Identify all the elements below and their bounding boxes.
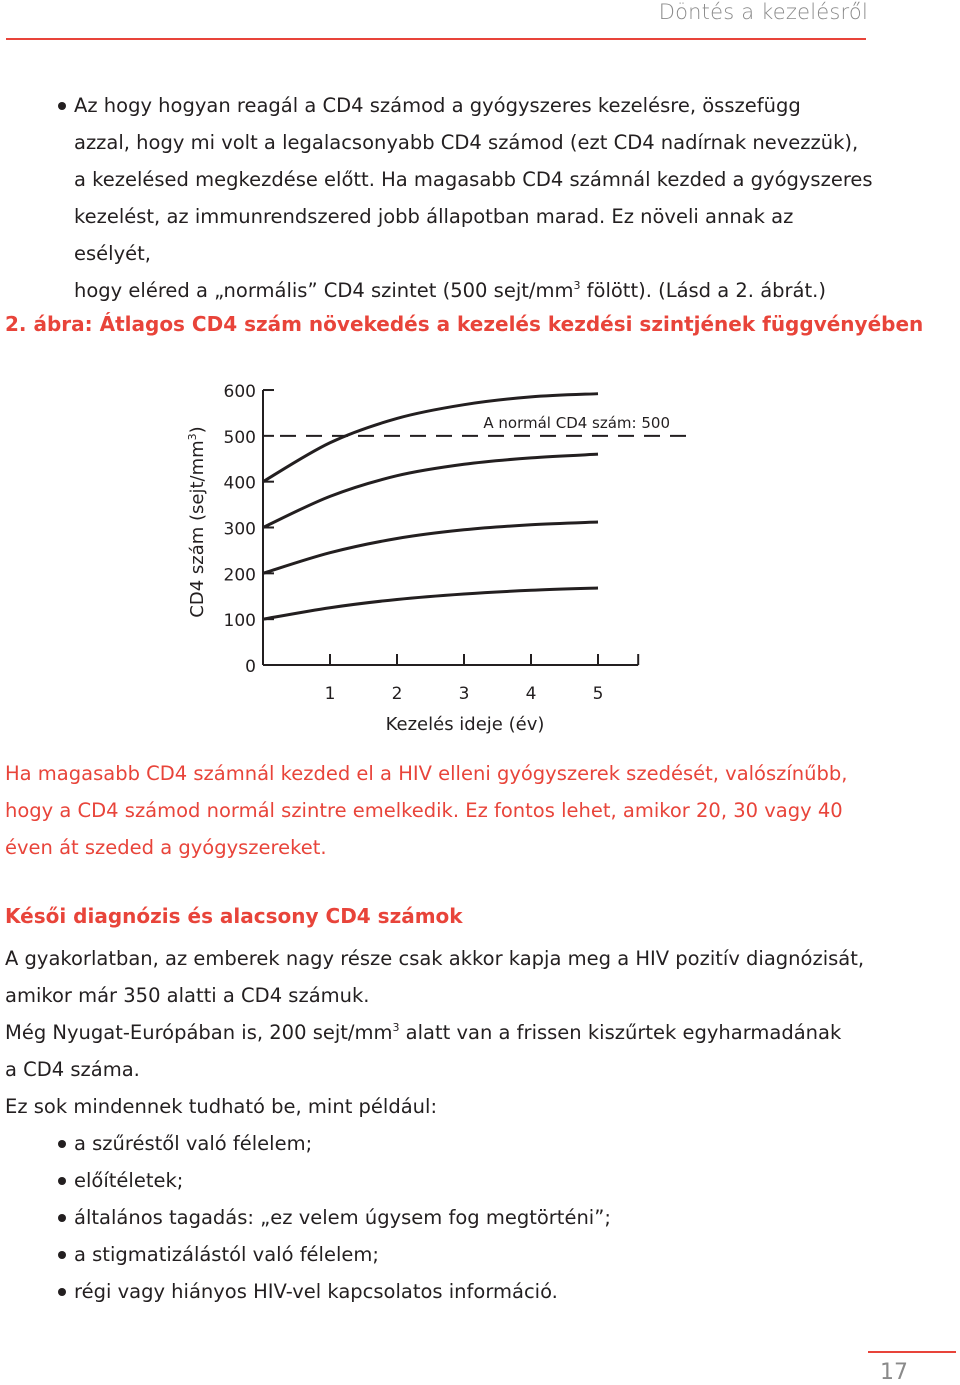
figure-title: 2. ábra: Átlagos CD4 szám növekedés a kezelés kezdési szintjének függvényében <box>5 312 924 336</box>
section-paragraph <box>5 1088 885 1125</box>
intro-line <box>74 272 874 309</box>
highlight-line: éven át szeded a gyógyszereket. <box>5 836 327 859</box>
list-item-text: általános tagadás: „ez velem úgysem fog megtörténi”; <box>74 1206 611 1229</box>
paragraph-line: a CD4 száma. <box>5 1058 140 1081</box>
list-item-text: a stigmatizálástól való félelem; <box>74 1243 379 1266</box>
bullet-icon <box>58 102 66 110</box>
list-item-text: régi vagy hiányos HIV-vel kapcsolatos információ. <box>74 1280 558 1303</box>
x-tick-label: 3 <box>458 684 470 704</box>
y-tick-label: 100 <box>223 611 256 632</box>
intro-line: a kezelésed megkezdése előtt. Ha magasabb CD4 számnál kezded a gyógyszeres <box>74 168 873 191</box>
y-tick-label: 400 <box>223 473 256 494</box>
series-line <box>263 588 598 619</box>
bullet-icon <box>58 1251 66 1259</box>
highlight-line: Ha magasabb CD4 számnál kezded el a HIV elleni gyógyszerek szedését, valószínűbb, <box>5 762 848 785</box>
y-tick-label: 600 <box>223 382 256 403</box>
series-line <box>263 454 598 527</box>
list-item-text: a szűréstől való félelem; <box>74 1132 313 1155</box>
list-item <box>74 1273 874 1310</box>
x-tick-label: 5 <box>592 684 604 704</box>
y-tick-label: 300 <box>223 519 256 540</box>
bullet-icon <box>58 1177 66 1185</box>
bullet-icon <box>58 1288 66 1296</box>
paragraph-line: Ez sok mindennek tudható be, mint például: <box>5 1095 438 1118</box>
reasons-list <box>74 1125 874 1310</box>
section-paragraph <box>5 1014 885 1088</box>
highlight-line: hogy a CD4 számod normál szintre emelkedik. Ez fontos lehet, amikor 20, 30 vagy 40 <box>5 799 843 822</box>
intro-line: kezelést, az immunrendszered jobb állapotban marad. Ez növeli annak az esélyét, <box>74 205 794 265</box>
intro-line-text: fölött). (Lásd a 2. ábrát.) <box>580 279 826 302</box>
list-item <box>74 1236 874 1273</box>
paragraph-text: Még Nyugat-Európában is, 200 sejt/mm <box>5 1021 393 1044</box>
intro-line: Az hogy hogyan reagál a CD4 számod a gyógyszeres kezelésre, összefügg <box>74 94 801 117</box>
cd4-chart <box>0 360 960 745</box>
page-number: 17 <box>880 1360 908 1385</box>
paragraph-line: amikor már 350 alatti a CD4 számuk. <box>5 984 370 1007</box>
paragraph-line: A gyakorlatban, az emberek nagy része csak akkor kapja meg a HIV pozitív diagnózisát, <box>5 947 865 970</box>
x-tick-label: 2 <box>391 684 403 704</box>
intro-line-text: hogy eléred a „normális” CD4 szintet (500 sejt/mm <box>74 279 574 302</box>
list-item <box>74 1199 874 1236</box>
intro-paragraph <box>74 87 874 309</box>
y-tick-label: 500 <box>223 427 256 448</box>
bullet-icon <box>58 1140 66 1148</box>
paragraph-text: alatt van a frissen kiszűrtek egyharmadának <box>399 1021 842 1044</box>
bullet-icon <box>58 1214 66 1222</box>
section-paragraph <box>5 940 885 1014</box>
x-tick-label: 4 <box>525 684 537 704</box>
section-title: Késői diagnózis és alacsony CD4 számok <box>5 904 463 928</box>
superscript: 3 <box>392 1021 400 1034</box>
list-item-text: előítéletek; <box>74 1169 184 1192</box>
series-line <box>263 522 598 573</box>
footer-rule <box>868 1351 956 1353</box>
superscript: 3 <box>573 279 581 292</box>
y-tick-label: 200 <box>223 565 256 586</box>
highlight-paragraph <box>5 755 880 866</box>
intro-line: azzal, hogy mi volt a legalacsonyabb CD4 számod (ezt CD4 nadírnak nevezzük), <box>74 131 859 154</box>
page-header-title: Döntés a kezelésről <box>658 0 868 24</box>
header-rule <box>6 38 866 40</box>
list-item <box>74 1125 874 1162</box>
list-item <box>74 1162 874 1199</box>
x-tick-label: 1 <box>324 684 336 704</box>
reference-line-label: A normál CD4 szám: 500 <box>483 413 670 432</box>
y-tick-label: 0 <box>245 657 256 677</box>
paragraph-line <box>5 1014 885 1051</box>
y-axis-label: CD4 szám $(sejt/mm^3)$ <box>186 426 208 618</box>
x-axis-label: Kezelés ideje (év) <box>385 714 545 735</box>
